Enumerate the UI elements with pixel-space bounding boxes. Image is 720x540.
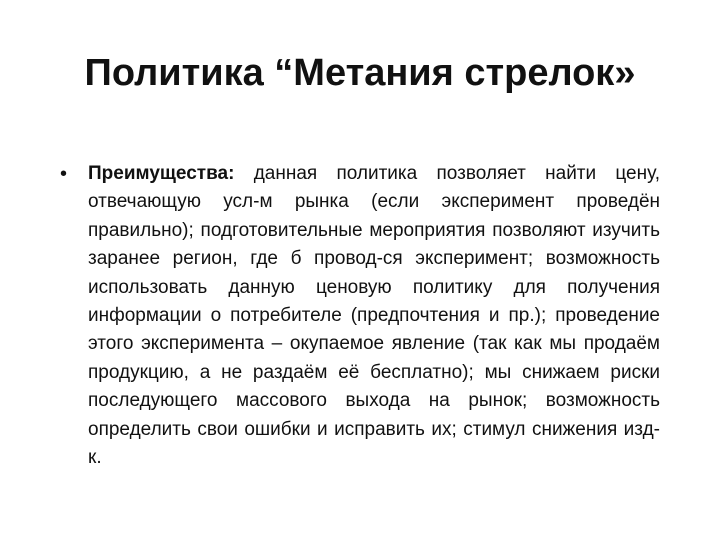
bullet-item (60, 160, 660, 472)
bullet-marker-icon: • (60, 163, 68, 185)
slide-title: Политика “Метания стрелок» (84, 52, 636, 94)
bullet-body-text: данная политика позволяет найти цену, отвечающую усл-м рынка (если эксперимент проведён правильно); подготовительные мероприятия позволяют изучить заранее регион, где б провод-ся эксперимент; возможность использовать данную ценовую политику для получения информации о потребителе (предпочтения и пр.); проведение этого эксперимента – окупаемое явление (так как мы продаём продукцию, а не раздаём её бесплатно); мы снижаем риски последующего массового выхода на рынок; возможность определить свои ошибки и исправить их; стимул снижения изд-к. (88, 163, 660, 469)
bullet-list (60, 160, 660, 472)
bullet-lead-text: Преимущества: (88, 163, 235, 184)
